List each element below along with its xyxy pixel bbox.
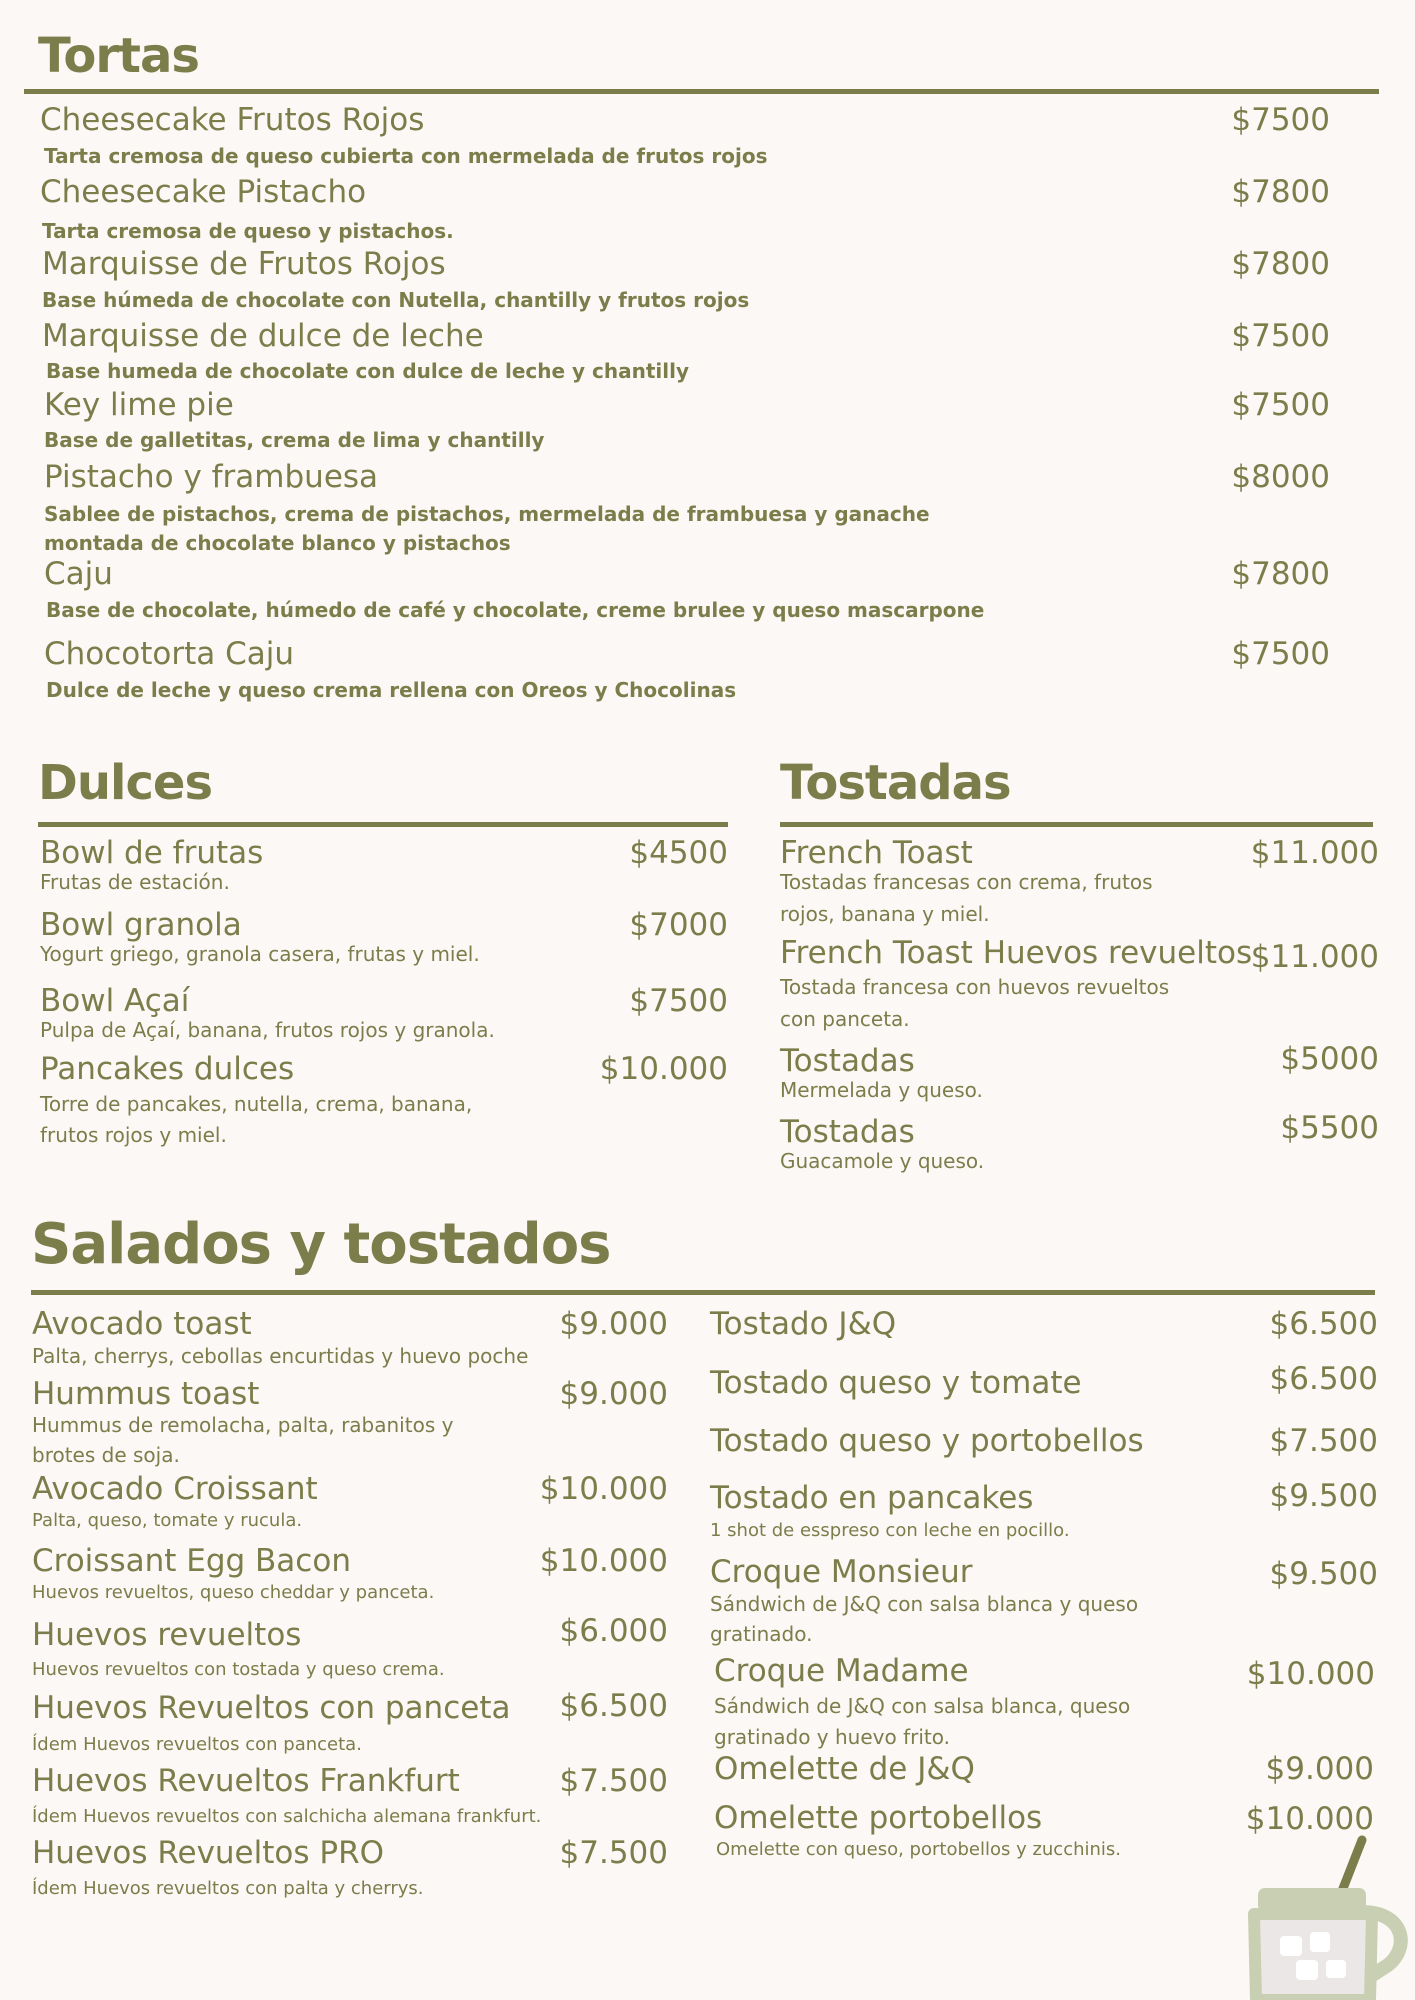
item-price: $8000 (1231, 459, 1330, 495)
item-price: $10.000 (539, 1543, 668, 1579)
item-price: $4500 (629, 835, 728, 871)
item-description: Base humeda de chocolate con dulce de leche y chantilly (46, 359, 690, 383)
item-description: Omelette con queso, portobellos y zucchinis. (716, 1839, 1122, 1860)
item-name: Chocotorta Caju (44, 636, 295, 672)
item-name: Avocado toast (32, 1306, 252, 1342)
item-name: Tostado queso y portobellos (710, 1423, 1144, 1459)
item-price: $6.500 (559, 1688, 668, 1724)
item-price: $6.500 (1269, 1306, 1378, 1342)
item-price: $9.500 (1269, 1556, 1378, 1592)
item-price: $9.000 (1265, 1751, 1374, 1787)
item-description: Huevos revueltos con tostada y queso crema. (32, 1659, 445, 1680)
item-name: French Toast (780, 835, 973, 871)
item-name: Omelette de J&Q (714, 1751, 975, 1787)
item-name: Croque Madame (714, 1653, 969, 1689)
item-description-line2: gratinado y huevo frito. (714, 1725, 950, 1749)
item-description: Hummus de remolacha, palta, rabanitos y (32, 1413, 454, 1437)
item-name: Croissant Egg Bacon (32, 1543, 351, 1579)
item-description-line2: brotes de soja. (32, 1443, 180, 1467)
item-name: Tostadas (780, 1043, 915, 1079)
item-description: Tostada francesa con huevos revueltos (780, 975, 1170, 999)
mason-jar-drink-icon (1240, 1830, 1415, 2000)
item-price: $7000 (629, 907, 728, 943)
item-name: Hummus toast (32, 1376, 260, 1412)
item-name: Marquisse de dulce de leche (42, 318, 484, 354)
item-name: Tostado J&Q (710, 1306, 897, 1342)
item-description: Sándwich de J&Q con salsa blanca y queso (710, 1592, 1139, 1616)
item-description: Frutas de estación. (40, 870, 230, 894)
item-price: $7800 (1231, 246, 1330, 282)
item-description-line2: rojos, banana y miel. (780, 902, 990, 926)
item-description: Tostadas francesas con crema, frutos (780, 870, 1153, 894)
item-price: $7800 (1231, 556, 1330, 592)
item-price: $5500 (1280, 1110, 1379, 1146)
item-price: $7800 (1231, 174, 1330, 210)
item-price: $7.500 (559, 1835, 668, 1871)
item-price: $5000 (1280, 1041, 1379, 1077)
item-name: Huevos Revueltos PRO (32, 1835, 385, 1871)
item-description: Base húmeda de chocolate con Nutella, chantilly y frutos rojos (42, 288, 750, 312)
item-name: Caju (44, 556, 113, 592)
item-description: Pulpa de Açaí, banana, frutos rojos y granola. (40, 1018, 495, 1042)
dulces-title: Dulces (38, 755, 213, 811)
item-description: Palta, queso, tomate y rucula. (32, 1510, 303, 1531)
item-name: Tostadas (780, 1114, 915, 1150)
item-description: Base de chocolate, húmedo de café y chocolate, creme brulee y queso mascarpone (46, 598, 985, 622)
item-description: Dulce de leche y queso crema rellena con Oreos y Chocolinas (46, 678, 737, 702)
tostadas-divider (780, 822, 1373, 827)
item-name: Cheesecake Frutos Rojos (40, 102, 425, 138)
item-name: Bowl granola (40, 907, 242, 943)
item-price: $7500 (1231, 318, 1330, 354)
item-description: Base de galletitas, crema de lima y chantilly (44, 428, 545, 452)
item-description: Guacamole y queso. (780, 1149, 985, 1173)
item-description: Tarta cremosa de queso cubierta con mermelada de frutos rojos (44, 144, 768, 168)
item-price: $7.500 (1269, 1423, 1378, 1459)
item-description: Mermelada y queso. (780, 1078, 983, 1102)
item-price: $9.000 (559, 1376, 668, 1412)
item-price: $10.000 (539, 1471, 668, 1507)
item-name: Croque Monsieur (710, 1554, 973, 1590)
item-name: Omelette portobellos (714, 1800, 1043, 1836)
item-price: $7.500 (559, 1763, 668, 1799)
item-name: Huevos Revueltos Frankfurt (32, 1763, 460, 1799)
item-description: Tarta cremosa de queso y pistachos. (42, 219, 454, 243)
item-description: Yogurt griego, granola casera, frutas y miel. (40, 942, 480, 966)
item-name: Pancakes dulces (40, 1051, 295, 1087)
item-description-line2: con panceta. (780, 1007, 910, 1031)
item-price: $6.000 (559, 1613, 668, 1649)
item-price: $9.000 (559, 1306, 668, 1342)
item-name: Marquisse de Frutos Rojos (42, 246, 446, 282)
tostadas-title: Tostadas (780, 755, 1011, 811)
item-price: $11.000 (1250, 939, 1379, 975)
item-price: $7500 (1231, 636, 1330, 672)
item-name: Cheesecake Pistacho (40, 174, 367, 210)
item-name: Tostado queso y tomate (710, 1365, 1082, 1401)
item-description: Sándwich de J&Q con salsa blanca, queso (714, 1694, 1131, 1718)
tortas-divider (24, 89, 1379, 94)
item-description: Palta, cherrys, cebollas encurtidas y huevo poche (32, 1344, 529, 1368)
item-description: Ídem Huevos revueltos con palta y cherrys. (32, 1878, 424, 1899)
item-description: 1 shot de esspreso con leche en pocillo. (710, 1520, 1070, 1541)
item-name: Tostado en pancakes (710, 1480, 1034, 1516)
item-price: $10.000 (599, 1051, 728, 1087)
item-description-line2: montada de chocolate blanco y pistachos (44, 531, 511, 555)
item-name: Huevos revueltos (32, 1617, 302, 1653)
item-name: French Toast Huevos revueltos (780, 935, 1253, 971)
item-description-line2: frutos rojos y miel. (40, 1123, 227, 1147)
item-description: Ídem Huevos revueltos con panceta. (32, 1734, 362, 1755)
item-description: Sablee de pistachos, crema de pistachos, mermelada de frambuesa y ganache (44, 502, 930, 526)
dulces-divider (38, 822, 728, 827)
item-name: Pistacho y frambuesa (44, 459, 379, 495)
salados-title: Salados y tostados (31, 1212, 611, 1277)
item-description-line2: gratinado. (710, 1622, 813, 1646)
item-price: $7500 (629, 983, 728, 1019)
item-name: Bowl de frutas (40, 835, 264, 871)
item-name: Key lime pie (44, 387, 234, 423)
salados-divider (31, 1290, 1375, 1295)
item-price: $6.500 (1269, 1361, 1378, 1397)
item-price: $9.500 (1269, 1478, 1378, 1514)
item-price: $11.000 (1250, 835, 1379, 871)
tortas-title: Tortas (38, 28, 199, 84)
item-name: Avocado Croissant (32, 1471, 318, 1507)
item-description: Ídem Huevos revueltos con salchicha alemana frankfurt. (32, 1806, 542, 1827)
item-price: $7500 (1231, 102, 1330, 138)
item-description: Torre de pancakes, nutella, crema, banana, (40, 1092, 473, 1116)
item-name: Bowl Açaí (40, 983, 190, 1019)
item-description: Huevos revueltos, queso cheddar y panceta. (32, 1582, 435, 1603)
item-price: $7500 (1231, 387, 1330, 423)
item-price: $10.000 (1245, 1801, 1374, 1837)
item-price: $10.000 (1246, 1656, 1375, 1692)
item-name: Huevos Revueltos con panceta (32, 1690, 511, 1726)
